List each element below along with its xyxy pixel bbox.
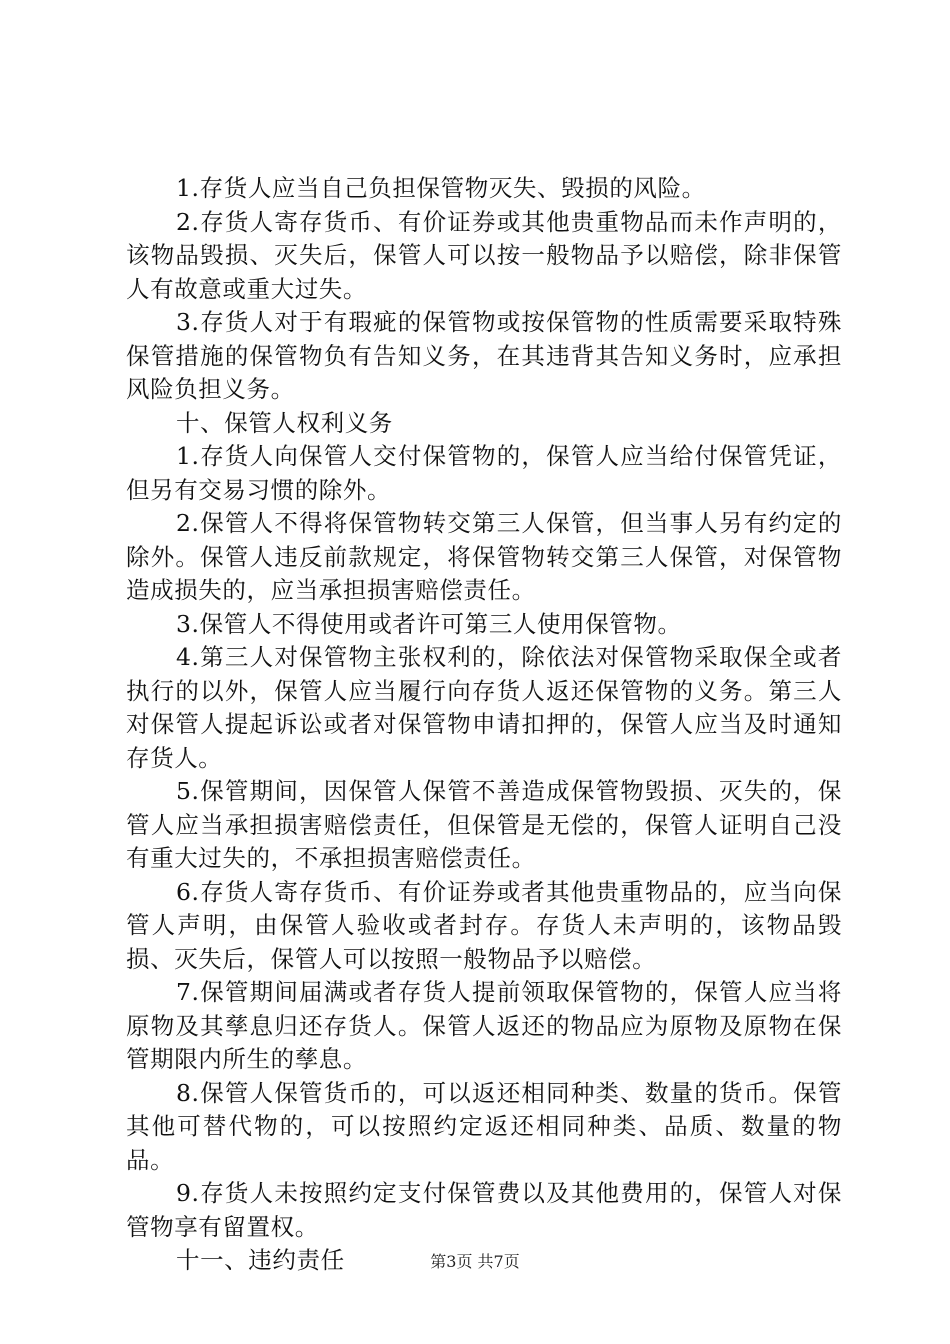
paragraph-risk-1: 1.存货人应当自己负担保管物灭失、毁损的风险。 [176,174,706,202]
paragraph-risk-2: 2.存货人寄存货币、有价证券或其他贵重物品而未作声明的，该物品毁损、灭失后，保管人可以按一般物品予以赔偿，除非保管人有故意或重大过失。 [126,207,842,303]
paragraph-risk-3: 3.存货人对于有瑕疵的保管物或按保管物的性质需要采取特殊保管措施的保管物负有告知义务，在其违背其告知义务时，应承担风险负担义务。 [126,308,842,403]
paragraph-keeper-2: 2.保管人不得将保管物转交第三人保管，但当事人另有约定的除外。保管人违反前款规定，将保管物转交第三人保管，对保管物造成损失的，应当承担损害赔偿责任。 [126,509,842,604]
section-heading-liability: 十一、违约责任 [176,1246,345,1274]
paragraph-keeper-3: 3.保管人不得使用或者许可第三人使用保管物。 [176,609,682,638]
paragraph-keeper-6: 6.存货人寄存货币、有价证券或者其他贵重物品的，应当向保管人声明，由保管人验收或者封存。存货人未声明的，该物品毁损、灭失后，保管人可以按照一般物品予以赔偿。 [126,877,842,973]
paragraph-keeper-8: 8.保管人保管货币的，可以返还相同种类、数量的货币。保管其他可替代物的，可以按照约定返还相同种类、品质、数量的物品。 [126,1078,842,1174]
document-body [126,172,842,1278]
paragraph-keeper-4: 4.第三人对保管物主张权利的，除依法对保管物采取保全或者执行的以外，保管人应当履行向存货人返还保管物的义务。第三人对保管人提起诉讼或者对保管物申请扣押的，保管人应当及时通知存货人。 [126,643,842,772]
paragraph-keeper-5: 5.保管期间，因保管人保管不善造成保管物毁损、灭失的，保管人应当承担损害赔偿责任，但保管是无偿的，保管人证明自己没有重大过失的，不承担损害赔偿责任。 [126,777,842,872]
paragraph-keeper-7: 7.保管期间届满或者存货人提前领取保管物的，保管人应当将原物及其孳息归还存货人。保管人返还的物品应为原物及原物在保管期限内所生的孳息。 [126,978,842,1073]
section-heading-keeper-rights: 十、保管人权利义务 [176,408,393,437]
paragraph-keeper-1: 1.存货人向保管人交付保管物的，保管人应当给付保管凭证，但另有交易习惯的除外。 [126,442,842,504]
paragraph-keeper-9: 9.存货人未按照约定支付保管费以及其他费用的，保管人对保管物享有留置权。 [126,1179,842,1241]
page-number-footer: 第3页 共7页 [430,1252,520,1271]
